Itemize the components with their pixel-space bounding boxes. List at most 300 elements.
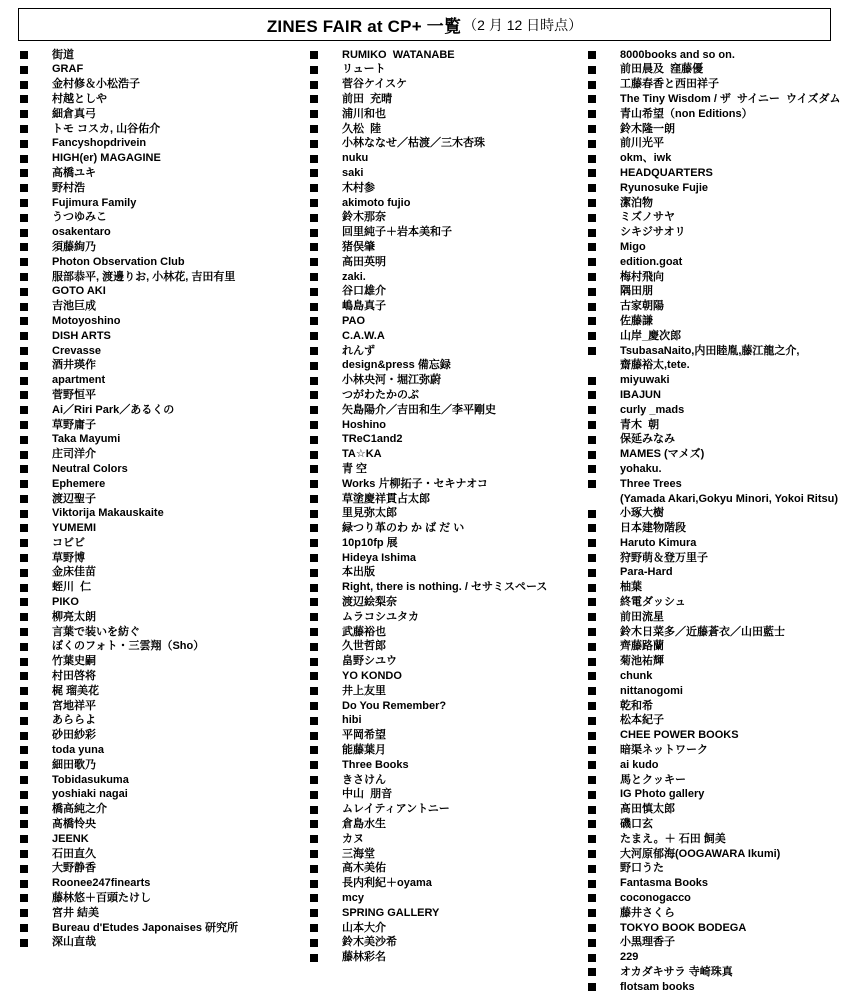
square-bullet-icon (20, 510, 28, 518)
exhibitor-name: 草塗慶祥貫占太郎 (342, 492, 430, 505)
exhibitor-name: れんず (342, 344, 375, 357)
exhibitor-entry (588, 299, 856, 314)
square-bullet-icon (588, 717, 596, 725)
square-bullet-icon (310, 687, 318, 695)
exhibitor-entry (20, 639, 300, 654)
exhibitor-entry (310, 610, 580, 625)
exhibitor-entry (588, 876, 856, 891)
exhibitor-entry (310, 270, 580, 285)
square-bullet-icon (588, 954, 596, 962)
square-bullet-icon (310, 658, 318, 666)
exhibitor-entry (20, 92, 300, 107)
exhibitor-name: osakentaro (52, 226, 111, 239)
exhibitor-name: あららよ (52, 714, 96, 727)
exhibitor-entry (588, 344, 856, 359)
exhibitor-name: toda yuna (52, 744, 104, 757)
exhibitor-name: 中山 朋音 (342, 788, 393, 801)
exhibitor-name: 保延みなみ (620, 433, 675, 446)
exhibitor-name: Para-Hard (620, 566, 673, 579)
exhibitor-name: 橋高純之介 (52, 803, 107, 816)
exhibitor-name: 山岸_慶次郎 (620, 329, 682, 342)
square-bullet-icon (20, 421, 28, 429)
exhibitor-name: 乾和希 (620, 699, 653, 712)
exhibitor-name: 畠野シユウ (342, 655, 397, 668)
square-bullet-icon (588, 347, 596, 355)
document-title-box (18, 8, 831, 41)
square-bullet-icon (310, 332, 318, 340)
exhibitor-entry (20, 255, 300, 270)
square-bullet-icon (310, 732, 318, 740)
square-bullet-icon (20, 95, 28, 103)
exhibitor-name: mcy (342, 892, 365, 905)
exhibitor-entry (588, 196, 856, 211)
exhibitor-entry (20, 477, 300, 492)
exhibitor-entry (310, 92, 580, 107)
exhibitor-name: HEADQUARTERS (620, 166, 713, 179)
exhibitor-entry (310, 921, 580, 936)
exhibitor-name: ぼくのフォト・三雲翔（Sho） (52, 640, 205, 653)
exhibitor-name: Roonee247finearts (52, 877, 151, 890)
exhibitor-entry (310, 299, 580, 314)
exhibitor-entry (588, 773, 856, 788)
exhibitor-name: Fancyshopdrivein (52, 137, 147, 150)
exhibitor-entry (310, 77, 580, 92)
exhibitor-name: 久松 陸 (342, 122, 382, 135)
exhibitor-name: PIKO (52, 596, 79, 609)
exhibitor-name: 木村参 (342, 181, 375, 194)
exhibitor-entry (588, 625, 856, 640)
exhibitor-entry (310, 669, 580, 684)
square-bullet-icon (310, 436, 318, 444)
exhibitor-entry (310, 935, 580, 950)
square-bullet-icon (588, 598, 596, 606)
exhibitor-name: 終電ダッシュ (620, 596, 686, 609)
exhibitor-name: Three Books (342, 758, 409, 771)
square-bullet-icon (310, 95, 318, 103)
exhibitor-name: YUMEMI (52, 522, 96, 535)
exhibitor-name: 青木 朝 (620, 418, 660, 431)
exhibitor-name: Ephemere (52, 477, 106, 490)
exhibitor-name: オカダキサラ 寺崎珠真 (620, 966, 733, 978)
exhibitor-entry (310, 418, 580, 433)
square-bullet-icon (310, 140, 318, 148)
square-bullet-icon (310, 110, 318, 118)
square-bullet-icon (588, 288, 596, 296)
square-bullet-icon (20, 554, 28, 562)
exhibitor-name: Right, there is nothing. / セサミスペース (342, 581, 548, 594)
exhibitor-entry (310, 107, 580, 122)
exhibitor-name: Fantasma Books (620, 877, 709, 890)
exhibitor-entry (20, 506, 300, 521)
square-bullet-icon (310, 406, 318, 414)
exhibitor-entry (310, 551, 580, 566)
exhibitor-name: 回里純子＋岩本美和子 (342, 226, 452, 239)
exhibitor-entry (20, 728, 300, 743)
exhibitor-name: 細倉真弓 (52, 107, 96, 120)
exhibitor-entry (588, 506, 856, 521)
square-bullet-icon (310, 258, 318, 266)
exhibitor-name: Haruto Kimura (620, 536, 697, 549)
exhibitor-name: 鈴木日菜多／近藤蒼衣／山田藍士 (620, 625, 785, 638)
exhibitor-entry (20, 536, 300, 551)
square-bullet-icon (588, 229, 596, 237)
exhibitor-name: 長内利紀＋oyama (342, 877, 432, 890)
exhibitor-name: Crevasse (52, 344, 101, 357)
exhibitor-name: HIGH(er) MAGAGINE (52, 152, 161, 165)
exhibitor-entry (20, 551, 300, 566)
exhibitor-entry (588, 639, 856, 654)
square-bullet-icon (20, 436, 28, 444)
exhibitor-entry (20, 358, 300, 373)
exhibitor-name: DISH ARTS (52, 329, 111, 342)
exhibitor-entry (20, 418, 300, 433)
exhibitor-name: 三海堂 (342, 847, 375, 860)
exhibitor-name: 深山直哉 (52, 936, 96, 949)
exhibitor-column (588, 48, 856, 995)
exhibitor-entry (20, 299, 300, 314)
exhibitor-entry (588, 314, 856, 329)
square-bullet-icon (20, 717, 28, 725)
square-bullet-icon (20, 229, 28, 237)
exhibitor-entry (20, 181, 300, 196)
exhibitor-name: 小林央河・堀江弥蔚 (342, 374, 441, 387)
exhibitor-entry (20, 492, 300, 507)
exhibitor-name: 渡辺聖子 (52, 492, 96, 505)
exhibitor-name: 髙田慎太郎 (620, 803, 675, 816)
exhibitor-entry (20, 876, 300, 891)
exhibitor-name: シキジサオリ (620, 226, 686, 239)
exhibitor-entry (20, 935, 300, 950)
square-bullet-icon (310, 791, 318, 799)
exhibitor-entry (588, 373, 856, 388)
exhibitor-name: Fujimura Family (52, 196, 137, 209)
exhibitor-name: SPRING GALLERY (342, 906, 440, 919)
exhibitor-name: 言葉で装いを紡ぐ (52, 625, 140, 638)
square-bullet-icon (588, 761, 596, 769)
exhibitor-name: Do You Remember? (342, 699, 447, 712)
exhibitor-entry (310, 240, 580, 255)
exhibitor-name: 金床佳苗 (52, 566, 96, 579)
square-bullet-icon (20, 273, 28, 281)
exhibitor-entry (588, 432, 856, 447)
exhibitor-entry (588, 950, 856, 965)
square-bullet-icon (310, 480, 318, 488)
exhibitor-entry (310, 447, 580, 462)
exhibitor-name: yoshiaki nagai (52, 788, 128, 801)
square-bullet-icon (588, 658, 596, 666)
exhibitor-entry (588, 551, 856, 566)
exhibitor-entry (588, 921, 856, 936)
exhibitor-name: hibi (342, 714, 362, 727)
exhibitor-entry (588, 107, 856, 122)
exhibitor-entry (20, 48, 300, 63)
square-bullet-icon (588, 924, 596, 932)
square-bullet-icon (588, 791, 596, 799)
exhibitor-name: PAO (342, 314, 366, 327)
square-bullet-icon (20, 214, 28, 222)
square-bullet-icon (310, 776, 318, 784)
document-title: ZINES FAIR at CP+ 一覧 (266, 17, 462, 36)
exhibitor-entry (588, 891, 856, 906)
square-bullet-icon (20, 613, 28, 621)
square-bullet-icon (20, 110, 28, 118)
square-bullet-icon (20, 317, 28, 325)
exhibitor-entry (588, 787, 856, 802)
exhibitor-name-continued: (Yamada Akari,Gokyu Minori, Yokoi Ritsu) (620, 492, 839, 505)
square-bullet-icon (310, 169, 318, 177)
exhibitor-entry (310, 314, 580, 329)
square-bullet-icon (310, 155, 318, 163)
exhibitor-name: 鈴木美沙希 (342, 936, 397, 949)
exhibitor-entry (588, 403, 856, 418)
exhibitor-name: zaki. (342, 270, 366, 283)
exhibitor-name: 菅野恒平 (52, 388, 96, 401)
exhibitor-name: 日本建物階段 (620, 522, 686, 535)
exhibitor-entry (310, 122, 580, 137)
exhibitor-entry (310, 565, 580, 580)
exhibitor-entry (310, 344, 580, 359)
exhibitor-name: Ai／Riri Park／あるくの (52, 403, 175, 416)
exhibitor-entry (20, 861, 300, 876)
square-bullet-icon (20, 598, 28, 606)
exhibitor-entry (588, 447, 856, 462)
exhibitor-entry (20, 166, 300, 181)
exhibitor-name: Works 片柳拓子・セキナオコ (342, 477, 488, 490)
square-bullet-icon (20, 391, 28, 399)
exhibitor-entry (310, 403, 580, 418)
exhibitor-name: chunk (620, 670, 653, 683)
square-bullet-icon (20, 524, 28, 532)
exhibitor-name: 村田啓将 (52, 670, 96, 683)
square-bullet-icon (588, 732, 596, 740)
square-bullet-icon (588, 554, 596, 562)
exhibitor-entry (310, 166, 580, 181)
exhibitor-name: 青 空 (342, 462, 368, 475)
exhibitor-name: うつゆみこ (52, 211, 107, 224)
square-bullet-icon (310, 746, 318, 754)
exhibitor-name: 宮井 結美 (52, 906, 100, 919)
square-bullet-icon (588, 894, 596, 902)
exhibitor-entry (310, 595, 580, 610)
square-bullet-icon (310, 303, 318, 311)
square-bullet-icon (588, 524, 596, 532)
square-bullet-icon (310, 909, 318, 917)
square-bullet-icon (310, 613, 318, 621)
square-bullet-icon (20, 569, 28, 577)
exhibitor-entry (20, 773, 300, 788)
square-bullet-icon (310, 924, 318, 932)
exhibitor-entry (588, 536, 856, 551)
exhibitor-entry (20, 344, 300, 359)
square-bullet-icon (20, 658, 28, 666)
exhibitor-name: coconogacco (620, 892, 691, 905)
square-bullet-icon (310, 273, 318, 281)
square-bullet-icon (20, 169, 28, 177)
exhibitor-name: TsubasaNaito,内田睦胤,藤江龍之介, (620, 344, 800, 357)
square-bullet-icon (310, 865, 318, 873)
square-bullet-icon (588, 613, 596, 621)
exhibitor-name: 柳亮太朗 (52, 610, 96, 623)
exhibitor-name: 須藤絢乃 (52, 240, 96, 253)
exhibitor-name: 前田 充晴 (342, 92, 393, 105)
exhibitor-name: curly _mads (620, 403, 685, 416)
exhibitor-name: edition.goat (620, 255, 683, 268)
square-bullet-icon (588, 643, 596, 651)
square-bullet-icon (588, 125, 596, 133)
square-bullet-icon (20, 184, 28, 192)
exhibitor-entry (310, 210, 580, 225)
exhibitor-entry (588, 802, 856, 817)
exhibitor-name: 嶋島真子 (342, 300, 386, 313)
exhibitor-name: 梶 瑠美花 (52, 684, 100, 697)
square-bullet-icon (20, 258, 28, 266)
exhibitor-name: 渡辺絵梨奈 (342, 596, 397, 609)
square-bullet-icon (310, 243, 318, 251)
square-bullet-icon (588, 687, 596, 695)
square-bullet-icon (588, 214, 596, 222)
exhibitor-entry (310, 950, 580, 965)
square-bullet-icon (310, 229, 318, 237)
square-bullet-icon (20, 140, 28, 148)
exhibitor-entry (588, 240, 856, 255)
square-bullet-icon (20, 865, 28, 873)
exhibitor-entry (310, 284, 580, 299)
square-bullet-icon (20, 347, 28, 355)
exhibitor-name: 竹葉史嗣 (52, 655, 96, 668)
exhibitor-name: 藤林悠＋百頭たけし (52, 892, 151, 905)
exhibitor-name: 村越としや (52, 92, 107, 105)
exhibitor-entry (588, 654, 856, 669)
exhibitor-name: design&press 備忘録 (342, 359, 451, 372)
square-bullet-icon (310, 510, 318, 518)
square-bullet-icon (310, 584, 318, 592)
exhibitor-entry (20, 403, 300, 418)
exhibitor-entry (20, 891, 300, 906)
square-bullet-icon (20, 332, 28, 340)
square-bullet-icon (310, 880, 318, 888)
exhibitor-entry (310, 492, 580, 507)
exhibitor-entry (20, 684, 300, 699)
square-bullet-icon (588, 273, 596, 281)
square-bullet-icon (20, 776, 28, 784)
square-bullet-icon (588, 406, 596, 414)
square-bullet-icon (588, 672, 596, 680)
square-bullet-icon (588, 421, 596, 429)
exhibitor-name: Neutral Colors (52, 462, 128, 475)
square-bullet-icon (310, 347, 318, 355)
square-bullet-icon (20, 495, 28, 503)
exhibitor-name: 暗渠ネットワーク (620, 744, 708, 757)
exhibitor-entry (20, 225, 300, 240)
square-bullet-icon (20, 125, 28, 133)
exhibitor-name: 平岡希望 (342, 729, 386, 742)
exhibitor-name: 吉池巨成 (52, 300, 96, 313)
exhibitor-entry (588, 477, 856, 492)
square-bullet-icon (310, 66, 318, 74)
square-bullet-icon (588, 510, 596, 518)
exhibitor-name: 谷口雄介 (342, 285, 386, 298)
exhibitor-name: flotsam books (620, 980, 695, 993)
exhibitor-entry (310, 684, 580, 699)
exhibitor-entry (588, 62, 856, 77)
square-bullet-icon (588, 584, 596, 592)
square-bullet-icon (310, 451, 318, 459)
exhibitor-name: 浦川和也 (342, 107, 386, 120)
exhibitor-name: 柚葉 (620, 581, 642, 594)
exhibitor-name: カヌ (342, 832, 364, 845)
exhibitor-entry (588, 92, 856, 107)
square-bullet-icon (310, 850, 318, 858)
exhibitor-entry (588, 595, 856, 610)
exhibitor-entry (588, 166, 856, 181)
exhibitor-name: GRAF (52, 63, 84, 76)
exhibitor-name: nittanogomi (620, 684, 683, 697)
exhibitor-entry (588, 965, 856, 980)
square-bullet-icon (20, 850, 28, 858)
exhibitor-name: トモ コスカ, 山谷佑介 (52, 122, 161, 135)
exhibitor-name: 小林ななせ／枯渡／三木杏珠 (342, 137, 485, 150)
exhibitor-name: 潔泊物 (620, 196, 653, 209)
exhibitor-entry (20, 196, 300, 211)
exhibitor-entry (20, 240, 300, 255)
square-bullet-icon (20, 746, 28, 754)
exhibitor-name: 宮地祥平 (52, 699, 96, 712)
square-bullet-icon (310, 672, 318, 680)
exhibitor-name: 金村修＆小松浩子 (52, 78, 140, 91)
square-bullet-icon (588, 332, 596, 340)
exhibitor-name: GOTO AKI (52, 285, 106, 298)
square-bullet-icon (588, 169, 596, 177)
exhibitor-name: 藤林彩名 (342, 951, 386, 964)
square-bullet-icon (310, 806, 318, 814)
exhibitor-entry (20, 62, 300, 77)
exhibitor-entry (20, 521, 300, 536)
exhibitor-entry (20, 817, 300, 832)
exhibitor-entry (310, 906, 580, 921)
square-bullet-icon (20, 791, 28, 799)
exhibitor-name: 菅谷ケイスケ (342, 78, 408, 91)
exhibitor-entry (588, 861, 856, 876)
exhibitor-name: yohaku. (620, 462, 662, 475)
square-bullet-icon (20, 924, 28, 932)
square-bullet-icon (588, 939, 596, 947)
exhibitor-name: 庄司洋介 (52, 448, 96, 461)
exhibitor-entry (310, 48, 580, 63)
square-bullet-icon (588, 850, 596, 858)
exhibitor-entry (20, 77, 300, 92)
exhibitor-entry (20, 595, 300, 610)
exhibitor-entry (588, 743, 856, 758)
exhibitor-entry (20, 373, 300, 388)
exhibitor-entry-continued (588, 492, 856, 507)
exhibitor-name: Hoshino (342, 418, 386, 431)
exhibitor-entry (588, 270, 856, 285)
exhibitor-entry (20, 669, 300, 684)
exhibitor-name: saki (342, 166, 364, 179)
exhibitor-entry (20, 270, 300, 285)
exhibitor-entry (20, 284, 300, 299)
exhibitor-name: miyuwaki (620, 374, 670, 387)
exhibitor-name: リュート (342, 63, 386, 76)
square-bullet-icon (20, 66, 28, 74)
exhibitor-entry (310, 743, 580, 758)
exhibitor-name: JEENK (52, 832, 89, 845)
square-bullet-icon (310, 702, 318, 710)
exhibitor-name: たまえ。＋ 石田 飼美 (620, 832, 726, 845)
square-bullet-icon (20, 288, 28, 296)
exhibitor-entry (20, 758, 300, 773)
square-bullet-icon (310, 214, 318, 222)
